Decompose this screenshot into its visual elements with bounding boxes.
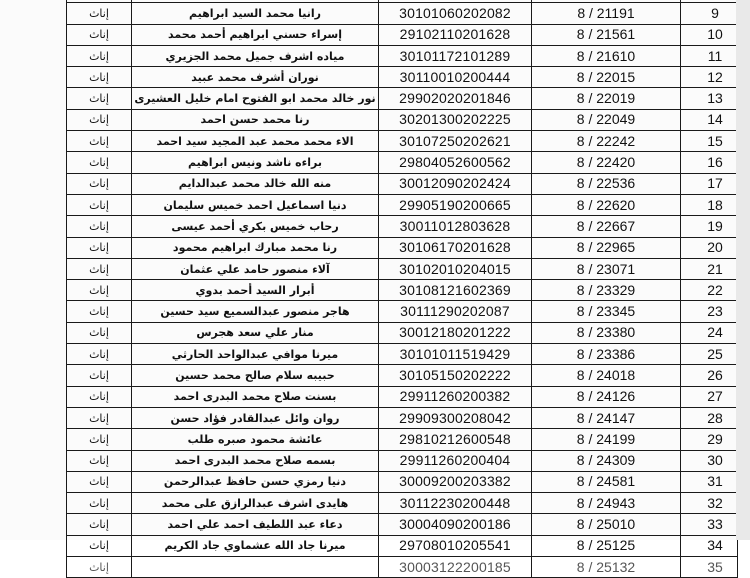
national-id-cell: 30011012803628: [379, 216, 532, 237]
gender-cell: إناث: [67, 173, 132, 194]
gender-cell: إناث: [67, 152, 132, 173]
seat-number-cell: 8 / 22015: [532, 67, 681, 88]
national-id-cell: 29902020201846: [379, 88, 532, 109]
gender-cell: إناث: [67, 557, 132, 578]
seat-number-cell: 8 / 21191: [532, 3, 681, 24]
national-id-cell: 30101060202082: [379, 3, 532, 24]
seat-number-cell: 8 / 22019: [532, 88, 681, 109]
national-id-cell: 30112230200448: [379, 493, 532, 514]
seat-number-cell: 8 / 25125: [532, 535, 681, 556]
national-id-cell: 29909300208042: [379, 407, 532, 428]
student-name-cell: أبرار السيد أحمد بدوي: [132, 280, 379, 301]
national-id-cell: 29911260200404: [379, 450, 532, 471]
row-number-cell: 27: [681, 386, 738, 407]
student-name-cell: منه الله خالد محمد عبدالدايم: [132, 173, 379, 194]
national-id-cell: 30108121602369: [379, 280, 532, 301]
national-id-cell: 29708010205541: [379, 535, 532, 556]
row-number-cell: 21: [681, 258, 738, 279]
student-name-cell: عائشة محمود صبره طلب: [132, 429, 379, 450]
student-name-cell: نور خالد محمد ابو الفتوح امام خليل العشيرى: [132, 88, 379, 109]
national-id-cell: 30101011519429: [379, 344, 532, 365]
row-number-cell: 23: [681, 301, 738, 322]
student-name-cell: مياده اشرف جميل محمد الجزيري: [132, 45, 379, 66]
student-name-cell: [132, 557, 379, 578]
national-id-cell: 30101172101289: [379, 45, 532, 66]
row-number-cell: 33: [681, 514, 738, 535]
student-name-cell: هايدى اشرف عبدالرازق على محمد: [132, 493, 379, 514]
table-row: [67, 24, 738, 45]
gender-cell: إناث: [67, 535, 132, 556]
national-id-cell: 30110010200444: [379, 67, 532, 88]
gender-cell: إناث: [67, 322, 132, 343]
gender-cell: إناث: [67, 407, 132, 428]
gender-cell: إناث: [67, 493, 132, 514]
seat-number-cell: 8 / 25132: [532, 557, 681, 578]
gender-cell: إناث: [67, 301, 132, 322]
gender-cell: إناث: [67, 88, 132, 109]
national-id-cell: 29911260200382: [379, 386, 532, 407]
student-name-cell: رنا محمد حسن احمد: [132, 109, 379, 130]
row-number-cell: 14: [681, 109, 738, 130]
student-name-cell: نوران أشرف محمد عبيد: [132, 67, 379, 88]
seat-number-cell: 8 / 24147: [532, 407, 681, 428]
national-id-cell: 30004090200186: [379, 514, 532, 535]
table-row: [67, 557, 738, 578]
seat-number-cell: 8 / 24018: [532, 365, 681, 386]
row-number-cell: 20: [681, 237, 738, 258]
seat-number-cell: 8 / 24943: [532, 493, 681, 514]
row-number-cell: 10: [681, 24, 738, 45]
seat-number-cell: 8 / 22049: [532, 109, 681, 130]
table-row: [67, 280, 738, 301]
row-number-cell: 9: [681, 3, 738, 24]
national-id-cell: 30105150202222: [379, 365, 532, 386]
row-number-cell: 29: [681, 429, 738, 450]
gender-cell: إناث: [67, 216, 132, 237]
table-row: [67, 45, 738, 66]
student-name-cell: آلاء منصور حامد علي عثمان: [132, 258, 379, 279]
table-row: [67, 216, 738, 237]
table-row: [67, 535, 738, 556]
student-name-cell: دعاء عبد اللطيف احمد علي احمد: [132, 514, 379, 535]
seat-number-cell: 8 / 23345: [532, 301, 681, 322]
gender-cell: إناث: [67, 45, 132, 66]
table-row: [67, 258, 738, 279]
national-id-cell: 30107250202621: [379, 131, 532, 152]
seat-number-cell: 8 / 22536: [532, 173, 681, 194]
table-row: [67, 194, 738, 215]
row-number-cell: 22: [681, 280, 738, 301]
row-number-cell: 30: [681, 450, 738, 471]
gender-cell: إناث: [67, 280, 132, 301]
row-number-cell: 12: [681, 67, 738, 88]
national-id-cell: 30102010204015: [379, 258, 532, 279]
row-number-cell: 17: [681, 173, 738, 194]
row-number-cell: 32: [681, 493, 738, 514]
national-id-cell: 29810212600548: [379, 429, 532, 450]
gender-cell: إناث: [67, 258, 132, 279]
student-name-cell: رنا محمد مبارك ابراهيم محمود: [132, 237, 379, 258]
table-row: [67, 301, 738, 322]
row-number-cell: 35: [681, 557, 738, 578]
row-number-cell: 18: [681, 194, 738, 215]
student-name-cell: روان وائل عبدالقادر فؤاد حسن: [132, 407, 379, 428]
seat-number-cell: 8 / 22620: [532, 194, 681, 215]
table-row: [67, 386, 738, 407]
table-row: [67, 514, 738, 535]
row-number-cell: 19: [681, 216, 738, 237]
student-name-cell: ميرنا جاد الله عشماوي جاد الكريم: [132, 535, 379, 556]
student-name-cell: دنيا اسماعيل احمد خميس سليمان: [132, 194, 379, 215]
table-row: [67, 109, 738, 130]
national-id-cell: 30012180201222: [379, 322, 532, 343]
seat-number-cell: 8 / 22965: [532, 237, 681, 258]
gender-cell: إناث: [67, 109, 132, 130]
gender-cell: إناث: [67, 344, 132, 365]
table-row: [67, 450, 738, 471]
gender-cell: إناث: [67, 471, 132, 492]
table-row: [67, 173, 738, 194]
seat-number-cell: 8 / 22667: [532, 216, 681, 237]
row-number-cell: 24: [681, 322, 738, 343]
table-row: [67, 344, 738, 365]
gender-cell: إناث: [67, 194, 132, 215]
table-row: [67, 429, 738, 450]
seat-number-cell: 8 / 24309: [532, 450, 681, 471]
student-name-cell: دنيا رمزي حسن حافظ عبدالرحمن: [132, 471, 379, 492]
row-number-cell: 25: [681, 344, 738, 365]
student-name-cell: الاء محمد محمد عبد المجيد سيد احمد: [132, 131, 379, 152]
page-edge-shadow: [736, 0, 750, 540]
gender-cell: إناث: [67, 237, 132, 258]
table-row: [67, 67, 738, 88]
table-row: [67, 365, 738, 386]
national-id-cell: 29804052600562: [379, 152, 532, 173]
national-id-cell: 30201300202225: [379, 109, 532, 130]
gender-cell: إناث: [67, 24, 132, 45]
gender-cell: إناث: [67, 131, 132, 152]
row-number-cell: 16: [681, 152, 738, 173]
table-row: [67, 407, 738, 428]
seat-number-cell: 8 / 25010: [532, 514, 681, 535]
seat-number-cell: 8 / 24581: [532, 471, 681, 492]
gender-cell: إناث: [67, 429, 132, 450]
seat-number-cell: 8 / 22420: [532, 152, 681, 173]
student-name-cell: منار علي سعد هجرس: [132, 322, 379, 343]
roster-table-body: [67, 0, 738, 578]
table-row: [67, 471, 738, 492]
table-row: [67, 237, 738, 258]
seat-number-cell: 8 / 24199: [532, 429, 681, 450]
seat-number-cell: 8 / 23329: [532, 280, 681, 301]
student-name-cell: بسمه صلاح محمد البدرى احمد: [132, 450, 379, 471]
seat-number-cell: 8 / 24126: [532, 386, 681, 407]
national-id-cell: 30009200203382: [379, 471, 532, 492]
table-row: [67, 3, 738, 24]
national-id-cell: 30003122200185: [379, 557, 532, 578]
national-id-cell: 29905190200665: [379, 194, 532, 215]
seat-number-cell: 8 / 23386: [532, 344, 681, 365]
seat-number-cell: 8 / 22242: [532, 131, 681, 152]
seat-number-cell: 8 / 21561: [532, 24, 681, 45]
row-number-cell: 34: [681, 535, 738, 556]
student-roster-table: [66, 0, 738, 578]
student-name-cell: رحاب خميس بكري أحمد عيسى: [132, 216, 379, 237]
table-row: [67, 131, 738, 152]
table-row: [67, 322, 738, 343]
seat-number-cell: 8 / 21610: [532, 45, 681, 66]
student-name-cell: ميرنا موافي عبدالواحد الحارثي: [132, 344, 379, 365]
seat-number-cell: 8 / 23380: [532, 322, 681, 343]
national-id-cell: 30012090202424: [379, 173, 532, 194]
gender-cell: إناث: [67, 365, 132, 386]
table-row: [67, 88, 738, 109]
student-name-cell: حبيبه سلام صالح محمد حسين: [132, 365, 379, 386]
gender-cell: إناث: [67, 67, 132, 88]
gender-cell: إناث: [67, 450, 132, 471]
gender-cell: إناث: [67, 3, 132, 24]
seat-number-cell: 8 / 23071: [532, 258, 681, 279]
national-id-cell: 30111290202087: [379, 301, 532, 322]
row-number-cell: 26: [681, 365, 738, 386]
national-id-cell: 29102110201628: [379, 24, 532, 45]
student-name-cell: رانيا محمد السيد ابراهيم: [132, 3, 379, 24]
gender-cell: إناث: [67, 386, 132, 407]
gender-cell: إناث: [67, 514, 132, 535]
row-number-cell: 31: [681, 471, 738, 492]
national-id-cell: 30106170201628: [379, 237, 532, 258]
table-row: [67, 493, 738, 514]
student-name-cell: براءه ناشد ونيس ابراهيم: [132, 152, 379, 173]
student-name-cell: بسنت صلاح محمد البدرى احمد: [132, 386, 379, 407]
row-number-cell: 11: [681, 45, 738, 66]
table-row: [67, 152, 738, 173]
student-name-cell: إسراء حسني ابراهيم أحمد محمد: [132, 24, 379, 45]
student-name-cell: هاجر منصور عبدالسميع سيد حسين: [132, 301, 379, 322]
row-number-cell: 28: [681, 407, 738, 428]
row-number-cell: 13: [681, 88, 738, 109]
row-number-cell: 15: [681, 131, 738, 152]
